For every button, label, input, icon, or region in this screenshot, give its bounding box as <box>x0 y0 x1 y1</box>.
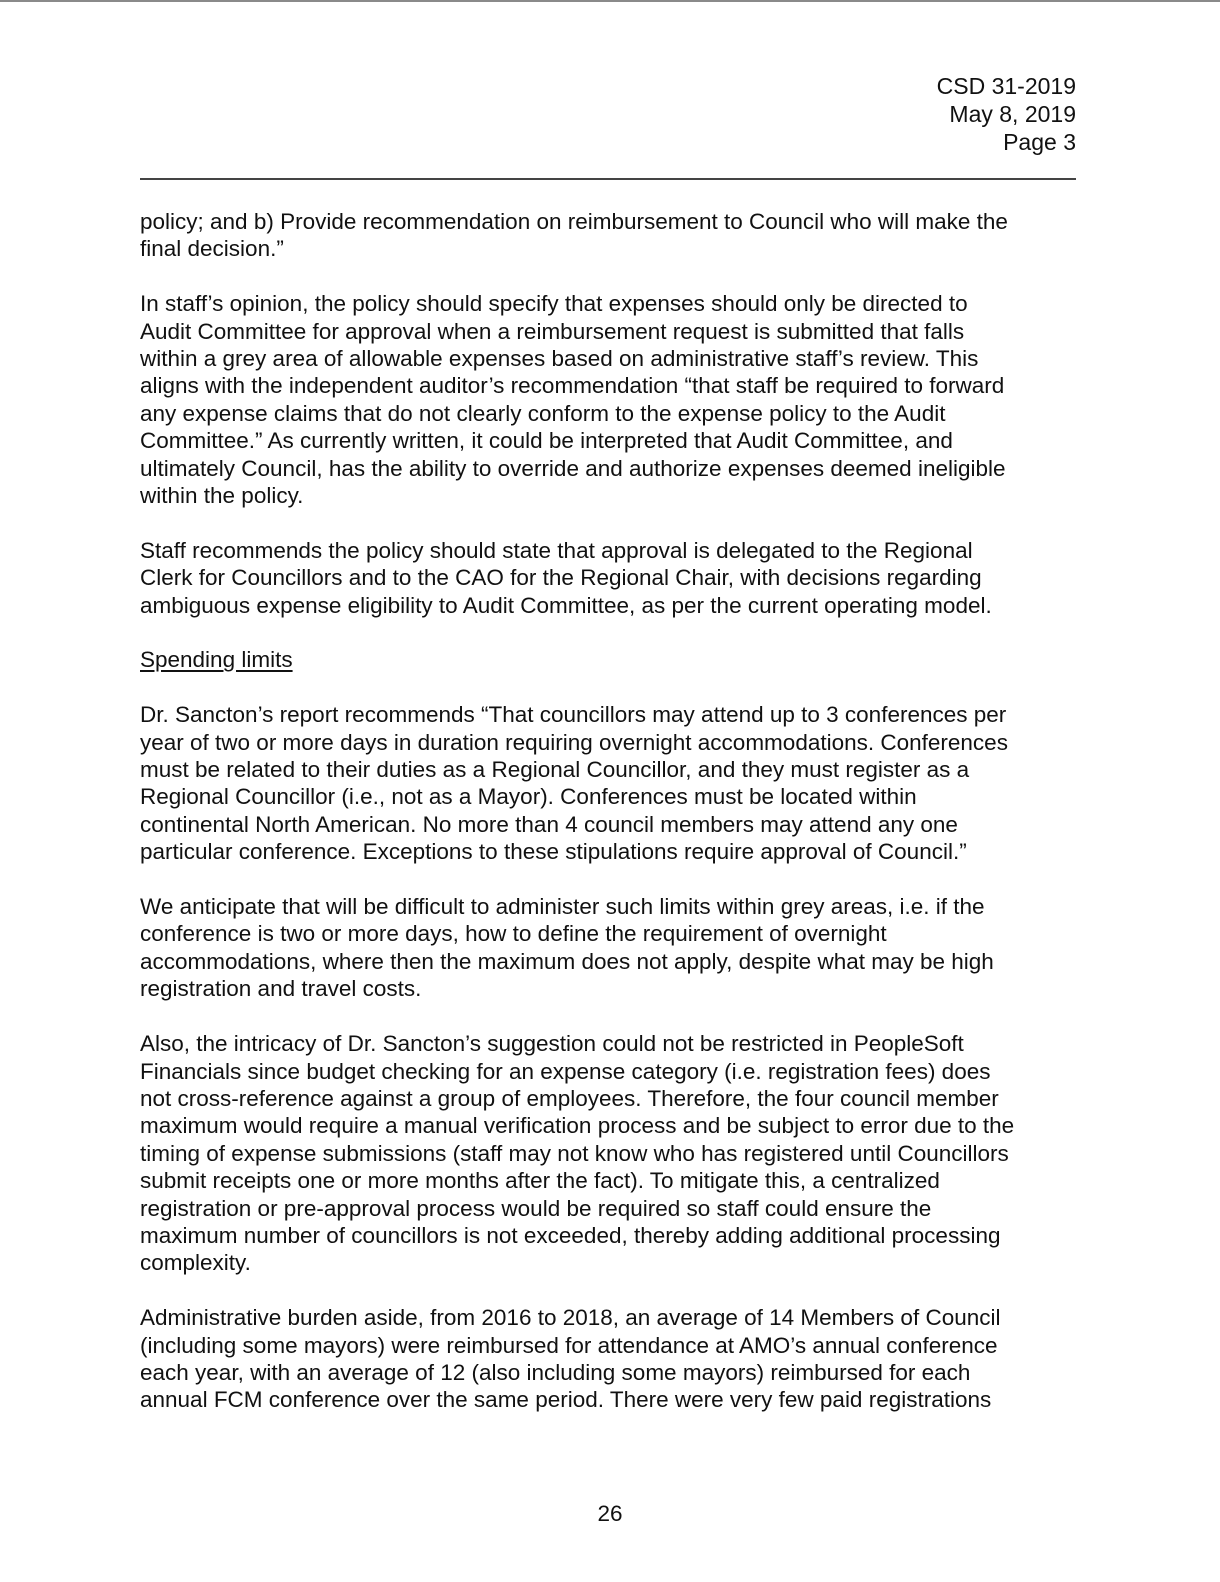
text-line: year of two or more days in duration requiring overnight accommodations. Conferences <box>140 729 1008 755</box>
text-line: Committee.” As currently written, it could be interpreted that Audit Committee, and <box>140 428 953 454</box>
text-line: any expense claims that do not clearly conform to the expense policy to the Audit <box>140 400 946 426</box>
text-line: within the policy. <box>140 483 304 509</box>
paragraph-peoplesoft-intricacy <box>140 1030 1080 1277</box>
page-number: 26 <box>597 1501 623 1526</box>
text-line: annual FCM conference over the same period. There were very few paid registrations <box>140 1387 992 1413</box>
document-header <box>937 72 1076 156</box>
paragraph-staff-recommends <box>140 537 1080 619</box>
text-line: Administrative burden aside, from 2016 to 2018, an average of 14 Members of Council <box>140 1305 1001 1331</box>
paragraph-staff-opinion <box>140 290 1080 509</box>
text-line: each year, with an average of 12 (also including some mayors) reimbursed for each <box>140 1359 971 1385</box>
page-top-border <box>0 0 1220 2</box>
text-line: must be related to their duties as a Regional Councillor, and they must register as a <box>140 757 970 783</box>
text-line: registration and travel costs. <box>140 976 422 1002</box>
text-line: maximum number of councillors is not exceeded, thereby adding additional processing <box>140 1222 1001 1248</box>
document-body <box>140 208 1080 1441</box>
text-line: Regional Councillor (i.e., not as a Mayor). Conferences must be located within <box>140 784 917 810</box>
paragraph-policy-continuation <box>140 208 1080 263</box>
text-line: particular conference. Exceptions to these stipulations require approval of Council.” <box>140 839 967 865</box>
text-line: Also, the intricacy of Dr. Sancton’s suggestion could not be restricted in PeopleSoft <box>140 1031 964 1057</box>
text-line: Financials since budget checking for an expense category (i.e. registration fees) does <box>140 1058 991 1084</box>
text-line: not cross-reference against a group of employees. Therefore, the four council member <box>140 1085 999 1111</box>
header-page-label: Page 3 <box>1003 129 1076 155</box>
text-line: registration or pre-approval process would be required so staff could ensure the <box>140 1195 932 1221</box>
text-line: accommodations, where then the maximum does not apply, despite what may be high <box>140 948 994 974</box>
text-line: ambiguous expense eligibility to Audit Committee, as per the current operating model. <box>140 592 992 618</box>
text-line: timing of expense submissions (staff may not know who has registered until Councillors <box>140 1140 1009 1166</box>
text-line: ultimately Council, has the ability to override and authorize expenses deemed ineligible <box>140 455 1006 481</box>
text-line: maximum would require a manual verification process and be subject to error due to the <box>140 1113 1015 1139</box>
text-line: In staff’s opinion, the policy should specify that expenses should only be directed to <box>140 291 968 317</box>
text-line: within a grey area of allowable expenses based on administrative staff’s review. This <box>140 346 979 372</box>
text-line: policy; and b) Provide recommendation on reimbursement to Council who will make the <box>140 209 1008 234</box>
paragraph-administrative-burden <box>140 1304 1080 1414</box>
text-line: We anticipate that will be difficult to administer such limits within grey areas, i.e. if the <box>140 894 985 920</box>
text-line: Clerk for Councillors and to the CAO for the Regional Chair, with decisions regarding <box>140 565 982 591</box>
text-line: complexity. <box>140 1250 251 1276</box>
document-id: CSD 31-2019 <box>936 73 1076 99</box>
section-heading-spending-limits: Spending limits <box>140 647 293 673</box>
text-line: conference is two or more days, how to define the requirement of overnight <box>140 921 887 947</box>
text-line: Audit Committee for approval when a reimbursement request is submitted that falls <box>140 318 965 344</box>
text-line: Staff recommends the policy should state that approval is delegated to the Regional <box>140 537 973 563</box>
text-line: Dr. Sancton’s report recommends “That councillors may attend up to 3 conferences per <box>140 702 1007 728</box>
text-line: aligns with the independent auditor’s recommendation “that staff be required to forward <box>140 373 1005 399</box>
paragraph-sancton-report <box>140 701 1080 865</box>
document-date: May 8, 2019 <box>949 101 1076 127</box>
text-line: (including some mayors) were reimbursed for attendance at AMO’s annual conference <box>140 1332 998 1358</box>
text-line: continental North American. No more than 4 council members may attend any one <box>140 811 958 837</box>
text-line: final decision.” <box>140 236 284 262</box>
paragraph-anticipate-difficulty <box>140 893 1080 1003</box>
text-line: submit receipts one or more months after the fact). To mitigate this, a centralized <box>140 1168 940 1194</box>
header-divider <box>140 178 1076 180</box>
